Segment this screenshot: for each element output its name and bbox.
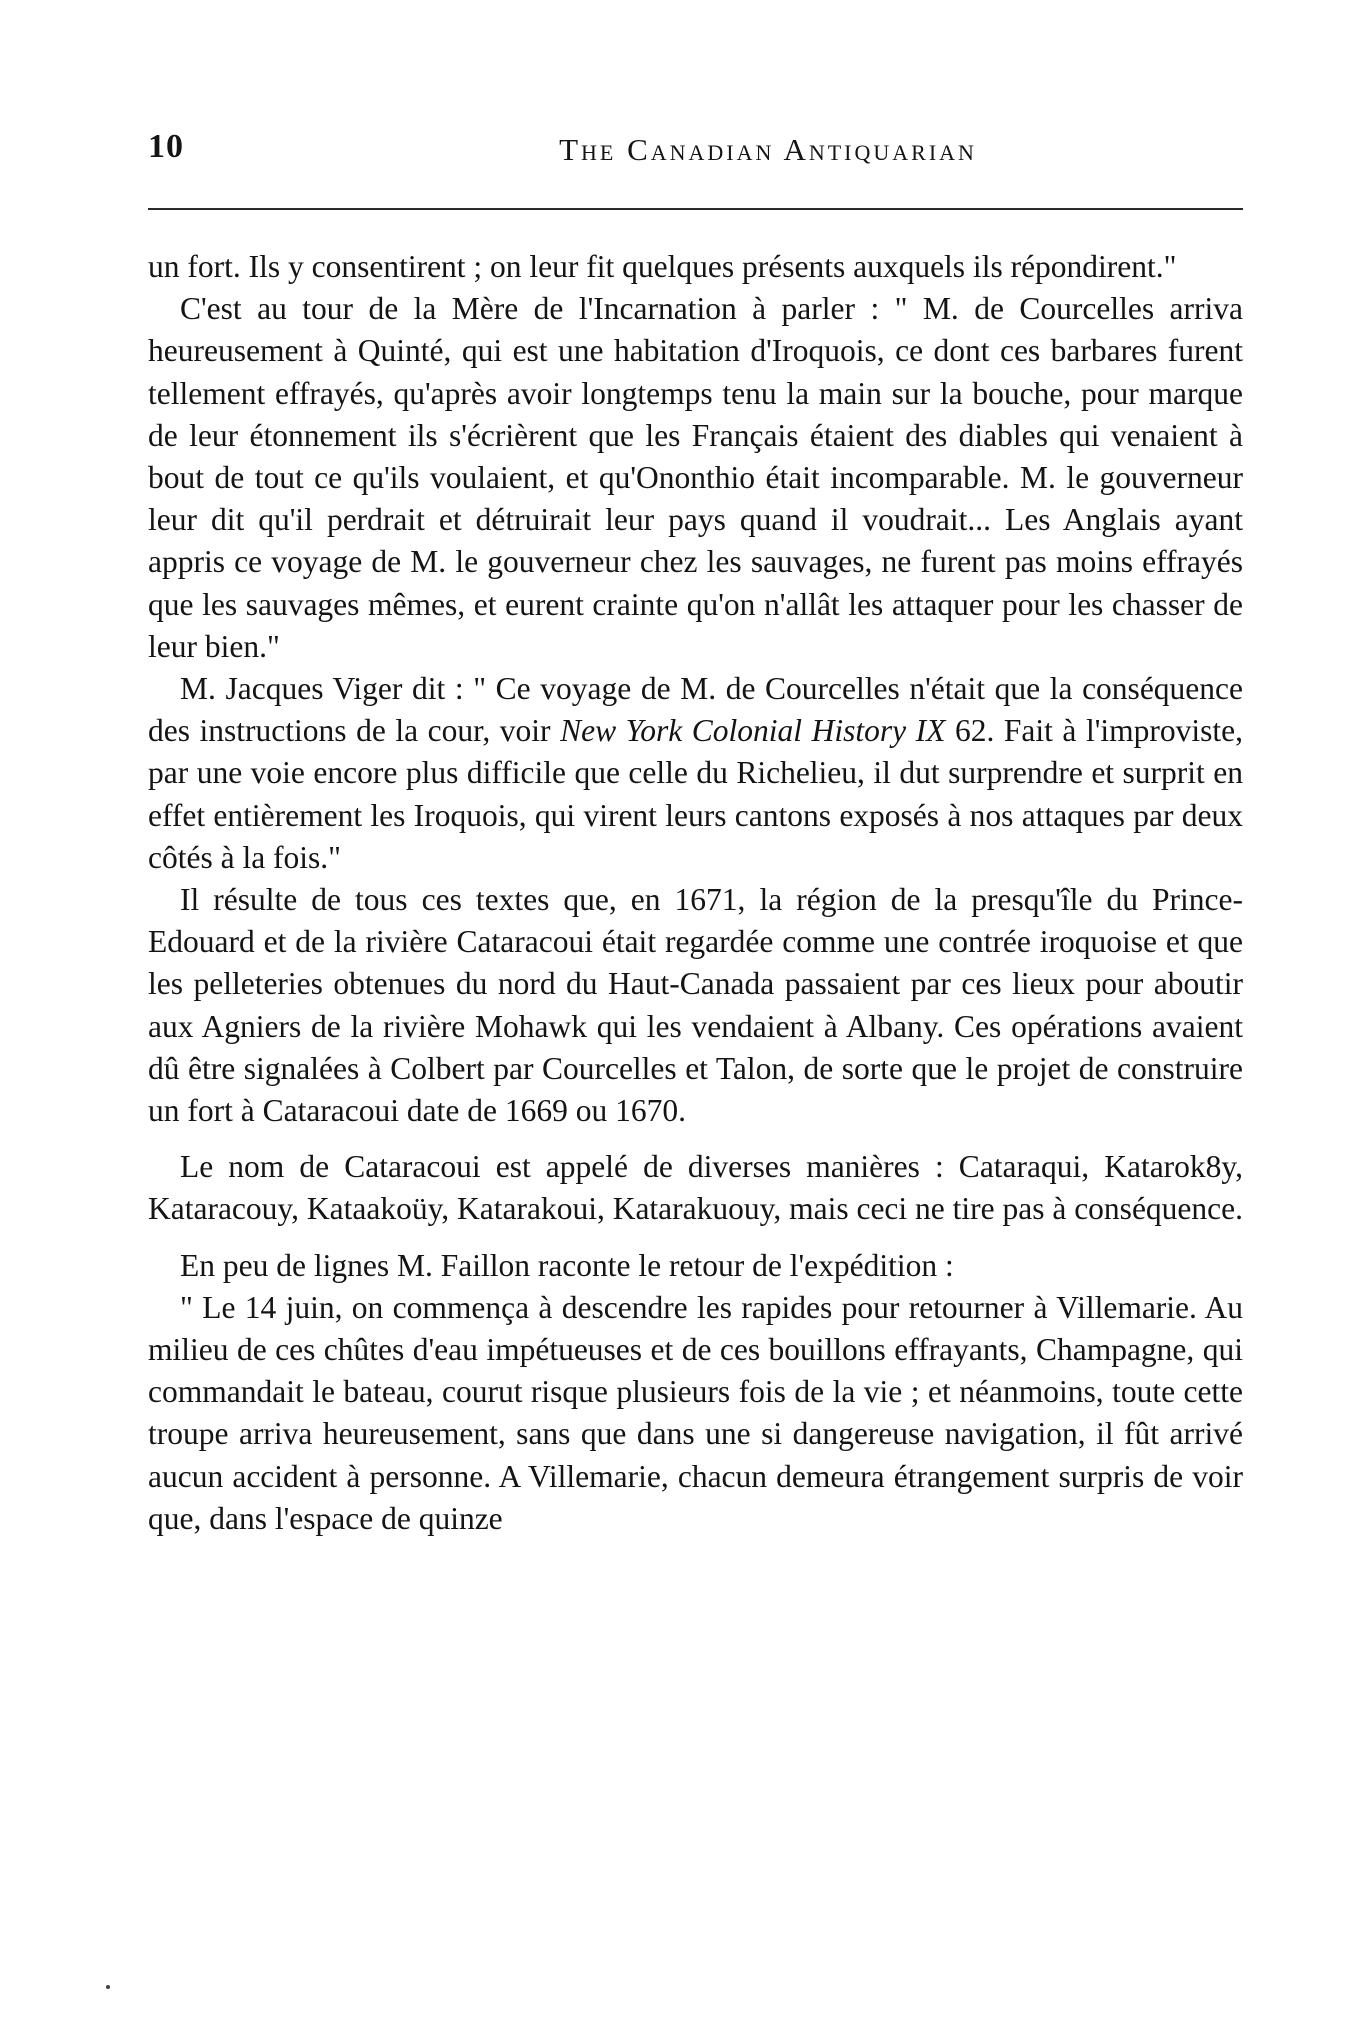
body-text <box>148 246 1243 1540</box>
paragraph <box>148 668 1243 879</box>
page-number: 10 <box>148 128 184 165</box>
paragraph: un fort. Ils y consentirent ; on leur fit quelques présents auxquels ils répondirent." <box>148 249 1177 284</box>
paragraph: C'est au tour de la Mère de l'Incarnation à parler : " M. de Courcelles arriva heureusement à Quinté, qui est une habitation d'Iroquois, ce dont ces barbares furent tellement effrayés, qu'après avoir longtemps tenu la main sur la bouche, pour marque de leur étonnement ils s'écrièrent que les Français étaient des diables qui venaient à bout de tout ce qu'ils voulaient, et qu'Ononthio était incomparable. M. le gouverneur leur dit qu'il perdrait et détruirait leur pays quand il voudrait... Les Anglais ayant appris ce voyage de M. le gouverneur chez les sauvages, ne furent pas moins effrayés que les sauvages mêmes, et eurent crainte qu'on n'allât les attaquer pour les chasser de leur bien." <box>148 291 1243 664</box>
paragraph: Il résulte de tous ces textes que, en 1671, la région de la presqu'île du Prince-Edouard et de la rivière Cataracoui était regardée comme une contrée iroquoise et que les pelleteries obtenues du nord du Haut-Canada passaient par ces lieux pour aboutir aux Agniers de la rivière Mohawk qui les vendaient à Albany. Ces opérations avaient dû être signalées à Colbert par Courcelles et Talon, de sorte que le projet de construire un fort à Cataracoui date de 1669 ou 1670. <box>148 882 1243 1129</box>
paragraph: Le nom de Cataracoui est appelé de diverses manières : Cataraqui, Katarok8y, Kataracouy, Kataakoüy, Katarakoui, Katarakuouy, mais ceci ne tire pas à conséquence. <box>148 1149 1243 1227</box>
citation-title: New York Colonial History IX <box>560 713 946 749</box>
running-title: The Canadian Antiquarian <box>559 132 977 167</box>
header-rule <box>148 208 1243 210</box>
paragraph-text: 62. Fait à l'improviste, par une voie encore plus difficile que celle du Richelieu, il dut surprendre et surprit en effet entièrement les Iroquois, qui virent leurs cantons exposés à nos attaques par deux côtés à la fois." <box>148 713 1243 875</box>
paragraph: En peu de lignes M. Faillon raconte le retour de l'expédition : <box>180 1247 954 1283</box>
page-header <box>148 128 1248 188</box>
ink-speck <box>106 1985 110 1989</box>
paragraph: " Le 14 juin, on commença à descendre les rapides pour retourner à Villemarie. Au milieu de ces chûtes d'eau impétueuses et de ces bouillons effrayants, Champagne, qui commandait le bateau, courut risque plusieurs fois de la vie ; et néanmoins, toute cette troupe arriva heureusement, sans que dans une si dangereuse navigation, il fût arrivé aucun accident à personne. A Villemarie, chacun demeura étrangement surpris de voir que, dans l'espace de quinze <box>148 1289 1243 1536</box>
paragraph-text: M. Jacques Viger dit : " Ce voyage de M. de Courcelles n'était que la conséquence des instructions de la cour, voir <box>148 671 1243 749</box>
